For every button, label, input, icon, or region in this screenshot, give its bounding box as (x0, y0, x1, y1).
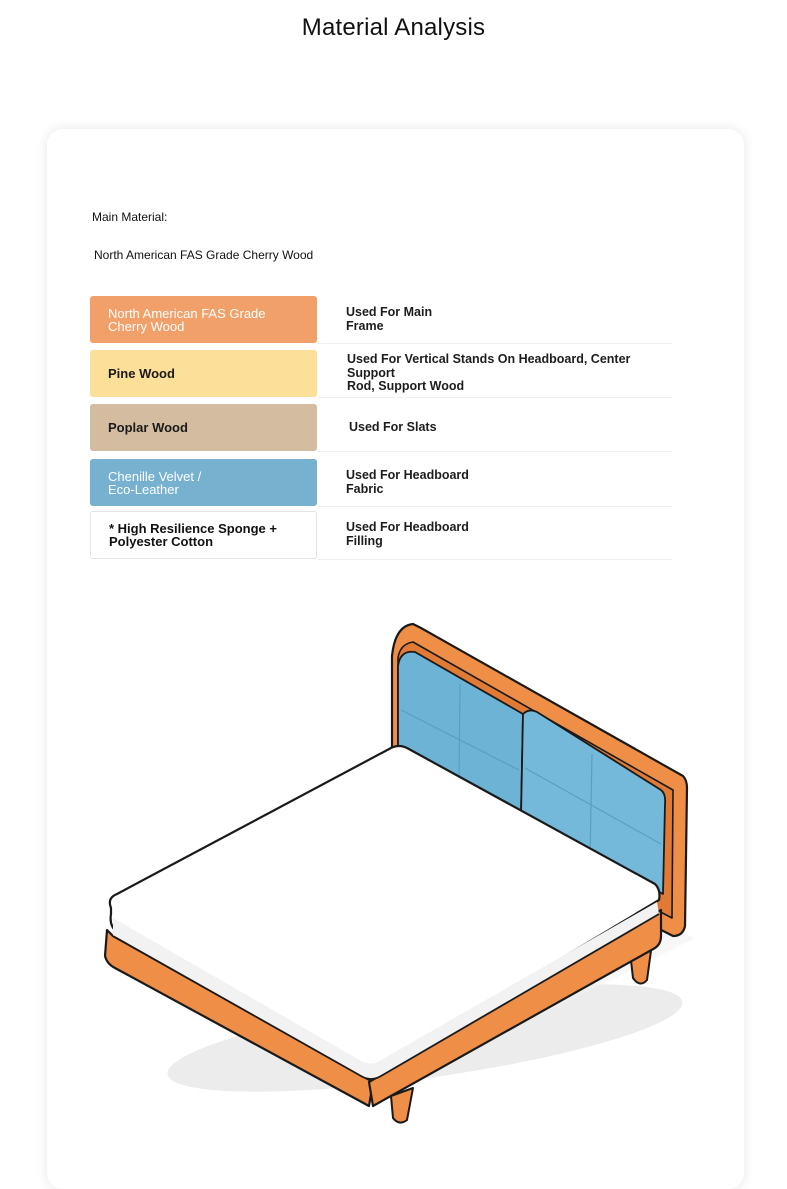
materials-table (90, 296, 672, 560)
usage-line: Used For Slats (349, 419, 437, 434)
material-swatch (90, 350, 317, 397)
material-name-line: North American FAS Grade (108, 305, 266, 321)
material-swatch (90, 511, 317, 559)
usage-line: Used For Vertical Stands On Headboard, Center Support (347, 351, 631, 380)
material-usage (346, 459, 476, 506)
bed-drawing (95, 618, 710, 1138)
material-name-line: Chenille Velvet / (108, 468, 202, 484)
page-title: Material Analysis (301, 14, 486, 41)
material-usage (346, 511, 476, 558)
main-material-label: Main Material: (92, 210, 168, 224)
material-name-line: Cherry Wood (108, 318, 185, 334)
material-swatch (90, 296, 317, 343)
material-swatch (90, 404, 317, 451)
usage-line: Fabric (346, 481, 384, 496)
material-usage (346, 296, 456, 343)
material-name-line: * High Resilience Sponge + (109, 521, 277, 536)
material-usage (347, 350, 672, 397)
usage-line: Filling (346, 533, 383, 548)
material-name-line: Polyester Cotton (109, 534, 214, 549)
usage-line: Rod, Support Wood (347, 379, 465, 394)
usage-line: Used For Main (346, 304, 433, 319)
material-name-line: Eco-Leather (108, 481, 179, 497)
material-swatch (90, 459, 317, 506)
usage-line: Frame (346, 318, 384, 333)
usage-line: Used For Headboard (346, 519, 469, 534)
main-material-value: North American FAS Grade Cherry Wood (94, 248, 314, 262)
material-name-line: Pine Wood (108, 366, 175, 381)
usage-line: Used For Headboard (346, 467, 469, 482)
bed-illustration (95, 618, 710, 1138)
material-usage (349, 404, 672, 451)
material-name-line: Poplar Wood (108, 420, 188, 435)
